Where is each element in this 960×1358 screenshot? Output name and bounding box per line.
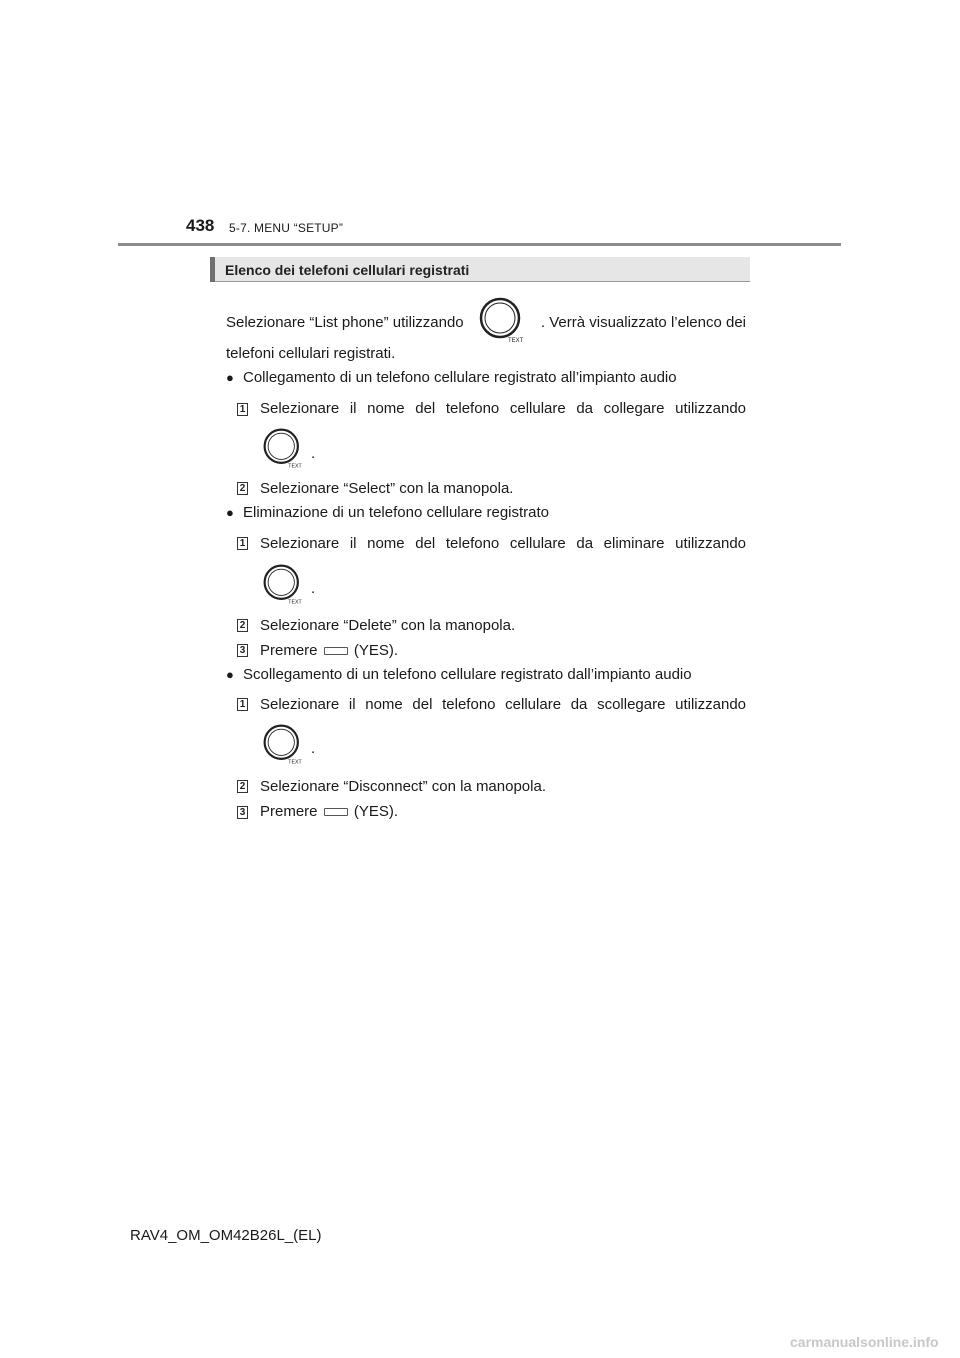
step-number: 3 <box>237 644 248 657</box>
step-number: 2 <box>237 780 248 793</box>
tune-knob-icon <box>262 723 304 765</box>
page-number: 438 <box>186 216 215 235</box>
step-text <box>260 642 398 660</box>
knob-text-label: TEXT <box>288 463 302 469</box>
section-heading: Elenco dei telefoni cellulari registrati <box>225 262 470 278</box>
document-code: RAV4_OM_OM42B26L_(EL) <box>130 1227 322 1244</box>
step-number: 1 <box>237 403 248 416</box>
preset-button-icon <box>324 808 348 816</box>
preset-button-icon <box>324 647 348 655</box>
tune-knob-icon <box>262 427 304 469</box>
bullet-icon: ● <box>226 505 234 520</box>
step-text-pre: Premere <box>260 642 318 659</box>
step-text: Selezionare il nome del telefono cellulare da scollegare utilizzando <box>260 696 746 713</box>
step-number: 2 <box>237 619 248 632</box>
knob-text-label: TEXT <box>288 759 302 765</box>
watermark: carmanualsonline.info <box>790 1334 939 1350</box>
heading-accent-bar <box>210 257 215 282</box>
step-period: . <box>311 740 316 757</box>
bullet-icon: ● <box>226 370 234 385</box>
step-text <box>260 803 398 821</box>
step-number: 1 <box>237 698 248 711</box>
step-text: Selezionare “Disconnect” con la manopola. <box>260 778 546 795</box>
knob-text-label: TEXT <box>508 338 524 344</box>
subsection-title: Eliminazione di un telefono cellulare registrato <box>243 504 550 521</box>
bullet-icon: ● <box>226 667 234 682</box>
step-text-post: (YES). <box>353 642 399 659</box>
subsection-title: Collegamento di un telefono cellulare registrato all’impianto audio <box>243 369 677 386</box>
intro-text-part2: . Verrà visualizzato l’elenco dei <box>540 314 746 331</box>
step-number: 3 <box>237 806 248 819</box>
tune-knob-icon <box>478 296 526 344</box>
step-number: 2 <box>237 482 248 495</box>
section-title: 5-7. MENU “SETUP” <box>229 221 344 235</box>
step-number: 1 <box>237 537 248 550</box>
intro-text-line2: telefoni cellulari registrati. <box>226 345 396 362</box>
step-period: . <box>311 445 316 462</box>
tune-knob-icon <box>262 563 304 605</box>
step-text: Selezionare il nome del telefono cellulare da eliminare utilizzando <box>260 535 746 552</box>
header-divider <box>118 243 841 246</box>
step-period: . <box>311 580 316 597</box>
section-heading-box <box>210 257 750 282</box>
intro-text-part1: Selezionare “List phone” utilizzando <box>226 314 464 331</box>
step-text: Selezionare il nome del telefono cellulare da collegare utilizzando <box>260 400 746 417</box>
step-text: Selezionare “Delete” con la manopola. <box>260 617 516 634</box>
step-text-pre: Premere <box>260 803 318 820</box>
step-text-post: (YES). <box>353 803 399 820</box>
knob-text-label: TEXT <box>288 599 302 605</box>
subsection-title: Scollegamento di un telefono cellulare registrato dall’impianto audio <box>243 666 692 683</box>
step-text: Selezionare “Select” con la manopola. <box>260 480 514 497</box>
